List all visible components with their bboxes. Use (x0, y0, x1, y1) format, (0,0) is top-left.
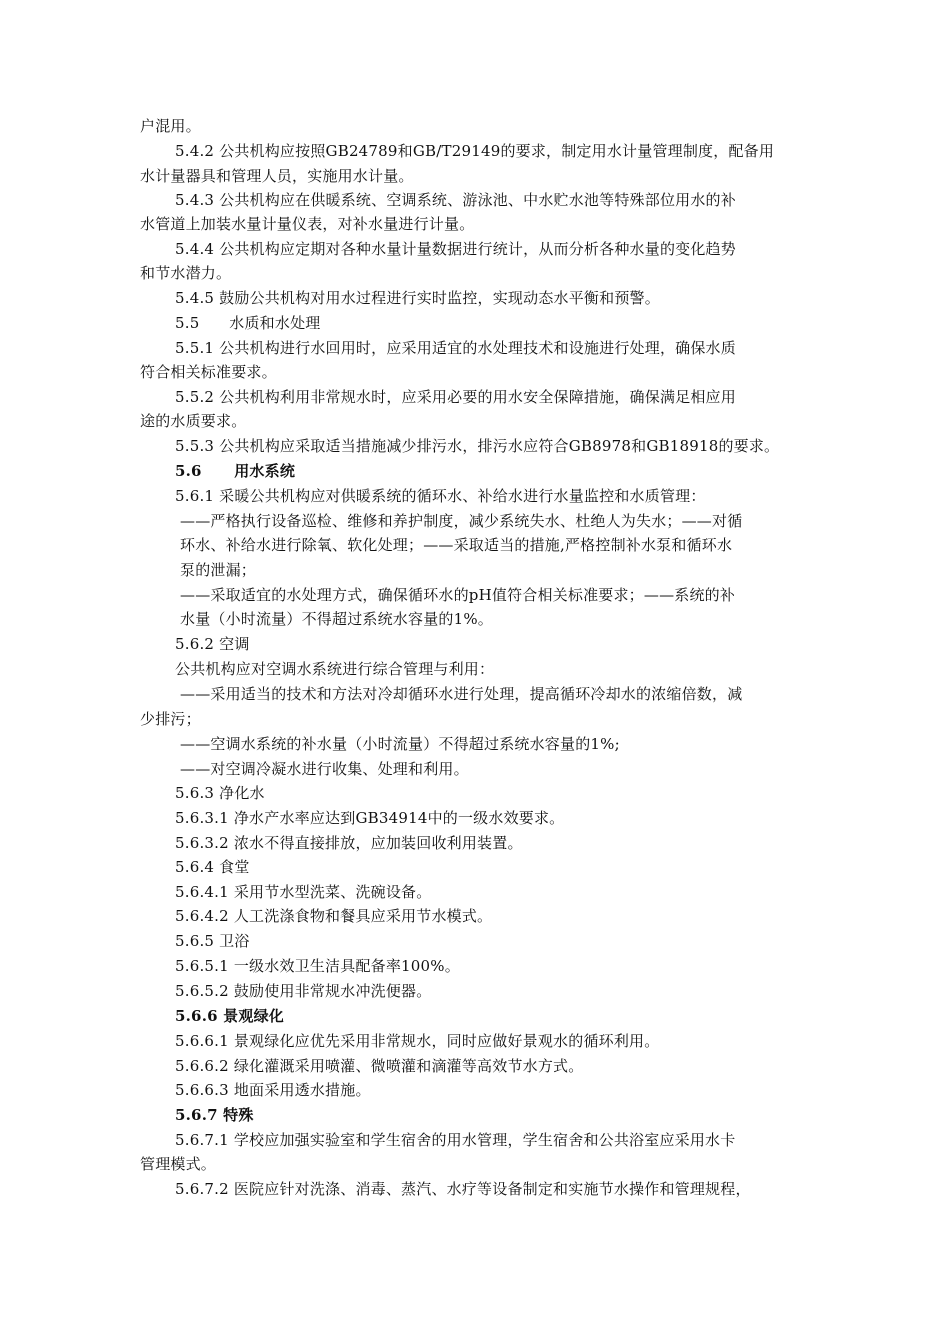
text-line: 5.6.6.1 景观绿化应优先采用非常规水，同时应做好景观水的循环利用。 (175, 1032, 660, 1050)
section-heading: 5.6.5 卫浴 (175, 932, 250, 950)
text-line: 5.6.6.3 地面采用透水措施。 (175, 1081, 371, 1099)
text-line: 5.6.3.2 浓水不得直接排放，应加装回收利用装置。 (175, 834, 523, 852)
text-line: 5.6.3.1 净水产水率应达到GB34914中的一级水效要求。 (175, 809, 565, 827)
section-heading: 5.6.4 食堂 (175, 858, 250, 876)
text-line: 泵的泄漏； (180, 561, 257, 579)
text-line: 水管道上加装水量计量仪表，对补水量进行计量。 (140, 215, 475, 233)
text-line: 5.6.4.2 人工洗涤食物和餐具应采用节水模式。 (175, 907, 493, 925)
text-line: 5.4.4 公共机构应定期对各种水量计量数据进行统计，从而分析各种水量的变化趋势 (175, 240, 736, 258)
text-line: 5.6.4.1 采用节水型洗菜、洗碗设备。 (175, 883, 432, 901)
text-line: 水计量器具和管理人员，实施用水计量。 (140, 167, 414, 185)
section-heading: 5.6.3 净化水 (175, 784, 265, 802)
text-line: ——空调水系统的补水量（小时流量）不得超过系统水容量的1%; (180, 735, 620, 753)
text-line: 5.6.7.2 医院应针对洗涤、消毒、蒸汽、水疗等设备制定和实施节水操作和管理规程， (175, 1180, 751, 1198)
text-line: 5.6.1 采暖公共机构应对供暖系统的循环水、补给水进行水量监控和水质管理： (175, 487, 706, 505)
text-line: 5.4.5 鼓励公共机构对用水过程进行实时监控，实现动态水平衡和预警。 (175, 289, 660, 307)
text-line: 水量（小时流量）不得超过系统水容量的1%。 (180, 610, 493, 628)
text-line: 5.6.5.1 一级水效卫生洁具配备率100%。 (175, 957, 460, 975)
text-line: ——严格执行设备巡检、维修和养护制度，减少系统失水、杜绝人为失水；——对循 (180, 512, 743, 530)
text-line: ——对空调冷凝水进行收集、处理和利用。 (180, 760, 469, 778)
text-line: 公共机构应对空调水系统进行综合管理与利用： (175, 660, 495, 678)
text-line: 途的水质要求。 (140, 412, 247, 430)
text-line: ——采用适当的技术和方法对冷却循环水进行处理，提高循环冷却水的浓缩倍数，减 (180, 685, 743, 703)
text-line: 5.5.2 公共机构利用非常规水时，应采用必要的用水安全保障措施，确保满足相应用 (175, 388, 736, 406)
section-heading: 5.6 用水系统 (175, 462, 296, 480)
section-heading: 5.6.7 特殊 (175, 1106, 254, 1124)
text-line: 5.4.3 公共机构应在供暖系统、空调系统、游泳池、中水贮水池等特殊部位用水的补 (175, 191, 736, 209)
text-line: 5.6.5.2 鼓励使用非常规水冲洗便器。 (175, 982, 432, 1000)
text-line: 5.5.3 公共机构应采取适当措施减少排污水，排污水应符合GB8978和GB18918的要求。 (175, 437, 780, 455)
text-line: 5.4.2 公共机构应按照GB24789和GB/T29149的要求，制定用水计量管理制度，配备用 (175, 142, 775, 160)
text-line: 5.5.1 公共机构进行水回用时，应采用适宜的水处理技术和设施进行处理，确保水质 (175, 339, 736, 357)
section-heading: 5.6.6 景观绿化 (175, 1007, 284, 1025)
text-line: 5.6.7.1 学校应加强实验室和学生宿舍的用水管理，学生宿舍和公共浴室应采用水卡 (175, 1131, 736, 1149)
section-heading: 5.6.2 空调 (175, 635, 250, 653)
text-line: 5.6.6.2 绿化灌溉采用喷灌、微喷灌和滴灌等高效节水方式。 (175, 1057, 584, 1075)
text-line: 管理模式。 (140, 1155, 217, 1173)
text-line: 环水、补给水进行除氧、软化处理；——采取适当的措施,严格控制补水泵和循环水 (180, 536, 733, 554)
text-line: 户混用。 (140, 117, 201, 135)
text-line: 和节水潜力。 (140, 264, 232, 282)
text-line: 符合相关标准要求。 (140, 363, 277, 381)
section-heading: 5.5 水质和水处理 (175, 314, 321, 332)
text-line: 少排污； (140, 710, 201, 728)
text-line: ——采取适宜的水处理方式，确保循环水的pH值符合相关标准要求；——系统的补 (180, 586, 736, 604)
